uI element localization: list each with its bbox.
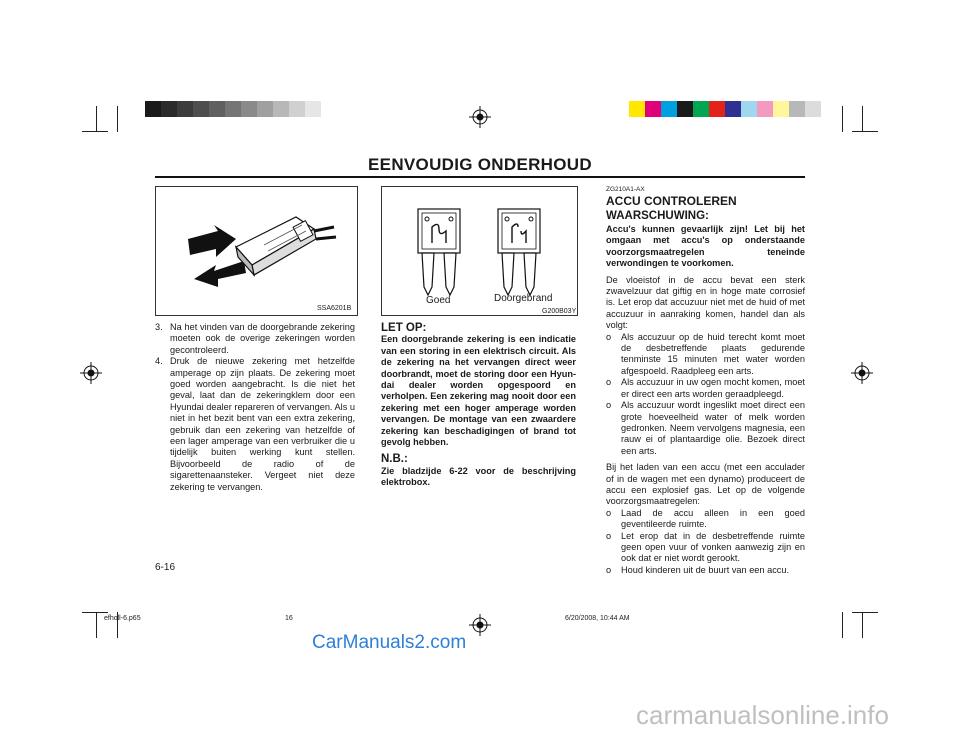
color-swatch bbox=[225, 101, 241, 117]
header-rule bbox=[155, 176, 805, 178]
crop-mark bbox=[82, 131, 108, 132]
color-swatch bbox=[145, 101, 161, 117]
color-swatch bbox=[629, 101, 645, 117]
fuse-label-good: Goed bbox=[426, 295, 451, 306]
color-swatch bbox=[257, 101, 273, 117]
precaution-text: Houd kinderen uit de buurt van een accu. bbox=[621, 564, 790, 575]
bullet-marker: o bbox=[606, 377, 612, 388]
precaution-text: Als accuzuur op de huid terecht komt moet de desbetreffende plaats gedurende tenminste 15 minuten met water worden afgespoeld. Raadpleeg een arts. bbox=[621, 331, 805, 376]
good-fuse-icon bbox=[418, 209, 460, 295]
precaution-text: Let erop dat in de desbetreffende ruimte geen open vuur of vonken aanwezig zijn en ook dat er niet wordt gerookt. bbox=[621, 530, 805, 564]
charging-precaution-list bbox=[606, 508, 805, 576]
color-swatch bbox=[645, 101, 661, 117]
crop-mark bbox=[862, 612, 863, 638]
page-title: EENVOUDIG ONDERHOUD bbox=[368, 155, 592, 174]
left-text-column bbox=[155, 322, 355, 493]
precaution-item bbox=[606, 400, 805, 457]
acid-precaution-list bbox=[606, 332, 805, 457]
step-number: 3. bbox=[155, 322, 163, 332]
warning-heading: WAARSCHUWING: bbox=[606, 210, 709, 222]
color-swatch bbox=[193, 101, 209, 117]
crop-mark bbox=[842, 612, 843, 638]
fuse-comparison-illustration bbox=[381, 186, 578, 316]
crop-mark bbox=[852, 131, 878, 132]
step-list bbox=[155, 322, 355, 493]
crop-mark bbox=[862, 106, 863, 132]
color-swatch bbox=[693, 101, 709, 117]
color-swatch bbox=[273, 101, 289, 117]
watermark-right: carmanualsonline.info bbox=[636, 700, 889, 730]
registration-mark-icon bbox=[469, 106, 491, 128]
section-code: ZG210A1-AX bbox=[606, 186, 645, 193]
color-swatch bbox=[289, 101, 305, 117]
acid-paragraph: De vloeistof in de accu bevat een sterk zwavelzuur dat giftig en in hoge mate corrosief is. Let erop dat accuzuur niet met de huid of met accuzuur in aanraking komen, handel dan als volgt: bbox=[606, 274, 805, 331]
registration-mark-icon bbox=[80, 362, 102, 384]
bullet-marker: o bbox=[606, 507, 612, 518]
color-swatch bbox=[741, 101, 757, 117]
color-swatch bbox=[805, 101, 821, 117]
step-text: Na het vinden van de doorgebrande zekering moeten ook de overige zekeringen worden gecontroleerd. bbox=[170, 322, 355, 355]
color-swatch bbox=[129, 101, 145, 117]
crop-mark bbox=[96, 612, 97, 638]
color-swatch bbox=[661, 101, 677, 117]
color-swatch bbox=[789, 101, 805, 117]
bullet-marker: o bbox=[606, 564, 612, 575]
page-number: 6-16 bbox=[155, 562, 176, 573]
warning-text: Accu's kunnen gevaarlijk zijn! Let bij het omgaan met accu's op onderstaande voorzorgsmaatregelen teneinde verwondingen te voorkomen. bbox=[606, 224, 805, 269]
color-swatch bbox=[305, 101, 321, 117]
step-text: Druk de nieuwe zekering met hetzelfde amperage op zijn plaats. De zekering moet goed worden aangebracht. Is die niet het geval, laat dan de zekeringklem door een Hyundai dealer repareren of vervangen. Als u niet in het bezit bent van een extra zekering, gebruik dan een zekering van hetzelfde of een lager amperage van een verbruiker die u tijdelijk buiten werking kunt stellen. Bijvoorbeeld de radio of de sigarettenaansteker. Vergeet niet deze zekering te vervangen. bbox=[170, 356, 355, 492]
note-heading: N.B.: bbox=[381, 453, 408, 466]
crop-mark bbox=[852, 612, 878, 613]
precaution-item bbox=[606, 332, 805, 378]
arrow-in-icon bbox=[188, 225, 236, 257]
precaution-item bbox=[606, 565, 805, 576]
section-title: ACCU CONTROLEREN bbox=[606, 194, 737, 208]
fuse-label-blown: Doorgebrand bbox=[494, 293, 553, 304]
fuse-puller-drawing bbox=[156, 187, 357, 315]
step-number: 4. bbox=[155, 356, 163, 367]
footer-file-name: efholl-6.p65 bbox=[104, 615, 141, 622]
caution-text: Een doorgebrande zekering is een indicatie van een storing in een elektrisch circuit. Als de zekering na het vervangen direct weer doorbrandt, moet de storing door een Hyun-dai dealer worden opgespoord en verholpen. Een zekering mag nooit door een zekering met een hoger amperage worden vervangen. De montage van een zwaardere zekering kan beschadigingen of brand tot gevolg hebben. bbox=[381, 334, 576, 448]
color-swatch bbox=[725, 101, 741, 117]
bullet-marker: o bbox=[606, 400, 612, 411]
grayscale-color-bar bbox=[129, 101, 321, 117]
step-item bbox=[155, 356, 355, 493]
crop-mark bbox=[842, 106, 843, 132]
registration-mark-icon bbox=[851, 362, 873, 384]
fuse-puller-illustration bbox=[155, 186, 358, 316]
figure-code: SSA6201B bbox=[317, 305, 352, 312]
crop-mark bbox=[117, 106, 118, 132]
color-swatch bbox=[757, 101, 773, 117]
registration-mark-icon bbox=[469, 614, 491, 636]
right-text-column bbox=[606, 186, 805, 576]
watermark-left: CarManuals2.com bbox=[312, 632, 467, 653]
color-swatch bbox=[177, 101, 193, 117]
crop-mark bbox=[82, 612, 108, 613]
color-swatch bbox=[709, 101, 725, 117]
precaution-text: Als accuzuur in uw ogen mocht komen, moet er direct een arts worden geraadpleegd. bbox=[621, 377, 805, 399]
color-swatch bbox=[161, 101, 177, 117]
footer-datetime: 6/20/2008, 10:44 AM bbox=[565, 615, 630, 622]
blown-fuse-icon bbox=[498, 209, 540, 295]
figure-code: G200B03Y bbox=[542, 308, 577, 315]
process-color-bar bbox=[629, 101, 821, 117]
color-swatch bbox=[677, 101, 693, 117]
color-swatch bbox=[773, 101, 789, 117]
caution-heading: LET OP: bbox=[381, 322, 427, 334]
precaution-text: Als accuzuur wordt ingeslikt moet direct een grote hoeveelheid water of melk worden gedronken. Neem vervolgens magnesia, een rauw ei of plantaardige olie. Bezoek direct een arts. bbox=[621, 400, 805, 456]
middle-text-column bbox=[381, 323, 576, 489]
precaution-item bbox=[606, 508, 805, 531]
color-swatch bbox=[209, 101, 225, 117]
note-text: Zie bladzijde 6-22 voor de beschrijving elektrobox. bbox=[381, 465, 576, 488]
arrow-out-icon bbox=[194, 261, 246, 287]
precaution-text: Laad de accu alleen in een goed geventileerde ruimte. bbox=[621, 507, 805, 530]
footer-page: 16 bbox=[285, 615, 293, 622]
step-item bbox=[155, 322, 355, 356]
precaution-item bbox=[606, 377, 805, 400]
bullet-marker: o bbox=[606, 331, 612, 342]
color-swatch bbox=[241, 101, 257, 117]
bullet-marker: o bbox=[606, 530, 612, 541]
precaution-item bbox=[606, 531, 805, 565]
charging-paragraph: Bij het laden van een accu (met een acculader of in de wagen met een dynamo) produceert de accu een explosief gas. Let op de volgende voorzorgsmaatregelen: bbox=[606, 462, 805, 507]
crop-mark bbox=[96, 106, 97, 132]
